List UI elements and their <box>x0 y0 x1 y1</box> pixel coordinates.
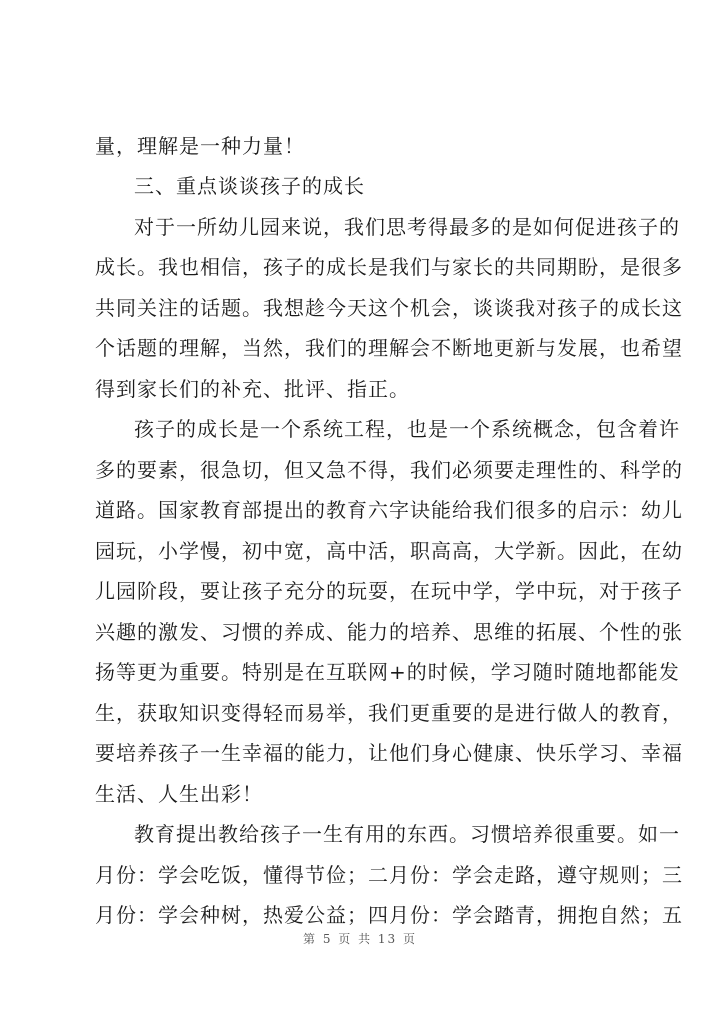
text-line: 教育提出教给孩子一生有用的东西。习惯培养很重要。如一 <box>134 822 680 846</box>
text-line: 月份：学会种树，热爱公益；四月份：学会踏青，拥抱自然；五 <box>95 903 683 927</box>
text-line: 共同关注的话题。我想趁今天这个机会，谈谈我对孩子的成长这 <box>95 296 683 320</box>
text-line: 园玩，小学慢，初中宽，高中活，职高高，大学新。因此，在幼 <box>95 539 683 563</box>
text-line: 兴趣的激发、习惯的养成、能力的培养、思维的拓展、个性的张 <box>95 620 683 644</box>
text-line: 成长。我也相信，孩子的成长是我们与家长的共同期盼，是很多 <box>95 255 683 279</box>
text-line: 月份：学会吃饭，懂得节俭；二月份：学会走路，遵守规则；三 <box>95 863 683 887</box>
text-line: 多的要素，很急切，但又急不得，我们必须要走理性的、科学的 <box>95 458 683 482</box>
text-line: 要培养孩子一生幸福的能力，让他们身心健康、快乐学习、幸福 <box>95 741 683 765</box>
text-line: 道路。国家教育部提出的教育六字诀能给我们很多的启示：幼儿 <box>95 498 683 522</box>
text-line: 儿园阶段，要让孩子充分的玩耍，在玩中学，学中玩，对于孩子 <box>95 579 683 603</box>
text-line: 生活、人生出彩！ <box>95 782 263 806</box>
text-line: 量，理解是一种力量！ <box>95 134 305 158</box>
text-line: 个话题的理解，当然，我们的理解会不断地更新与发展，也希望 <box>95 336 683 360</box>
text-line: 扬等更为重要。特别是在互联网+的时候，学习随时随地都能发 <box>95 660 680 684</box>
page-footer: 第 5 页 共 13 页 <box>303 932 417 946</box>
text-line: 生，获取知识变得轻而易举，我们更重要的是进行做人的教育， <box>95 701 683 725</box>
section-heading: 三、重点谈谈孩子的成长 <box>134 174 365 198</box>
text-line: 得到家长们的补充、批评、指正。 <box>95 377 410 401</box>
text-line: 对于一所幼儿园来说，我们思考得最多的是如何促进孩子的 <box>134 215 680 239</box>
text-line: 孩子的成长是一个系统工程，也是一个系统概念，包含着许 <box>134 417 680 441</box>
